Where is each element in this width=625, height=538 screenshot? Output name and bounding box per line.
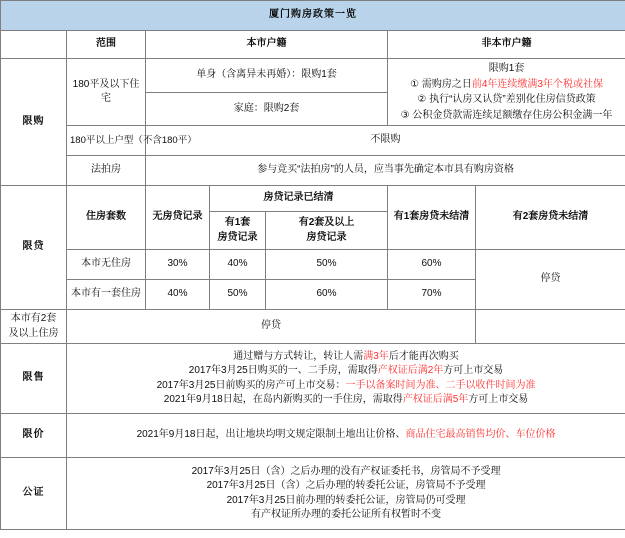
settled-one-line1: 有1套 xyxy=(224,217,251,228)
xiangou-local-family: 家庭：限购2套 xyxy=(146,92,388,126)
xianjia-content xyxy=(67,414,625,458)
header-nonlocal-hukou: 非本市户籍 xyxy=(388,31,625,59)
gongzheng-content xyxy=(67,458,625,530)
nonlocal-item-3: ③ 公积金贷款需连续足额缴存住房公积金满一年 xyxy=(400,109,613,121)
xiangou-row-over180 xyxy=(1,126,625,156)
section-label-xianshou: 限售 xyxy=(1,344,67,414)
xiangou-row-single xyxy=(1,59,625,93)
xiangou-nonlocal-detail xyxy=(388,59,625,126)
xiandai-row1-settled-two: 50% xyxy=(266,250,388,280)
xiandai-row2-unsettled-one: 70% xyxy=(388,280,476,310)
xianshou-line-4: 2021年9月18日起，在岛内新购买的一手住房，需取得产权证后满5年方可上市交易 xyxy=(163,394,529,405)
xiandai-col-unsettled-one: 有1套房贷未结清 xyxy=(388,186,476,250)
xiangou-scope-over180: 180平以上户型（不含180平） xyxy=(67,126,146,156)
xiandai-data-row-1 xyxy=(1,250,625,280)
gongzheng-line-2: 2017年3月25日（含）之后办理的转委托公证，房管局不予受理 xyxy=(206,480,486,491)
xiangou-row-fapaifang xyxy=(1,156,625,186)
xiandai-header-row-1 xyxy=(1,186,625,212)
xiandai-row2-house-count: 本市有一套住房 xyxy=(67,280,146,310)
corner-cell xyxy=(1,31,67,59)
xiandai-col-house-count: 住房套数 xyxy=(67,186,146,250)
header-local-hukou: 本市户籍 xyxy=(146,31,388,59)
xiangou-scope-under180: 180平及以下住宅 xyxy=(67,59,146,126)
xiandai-row3-value: 停贷 xyxy=(67,310,476,344)
xiandai-col-unsettled-two: 有2套房贷未结清 xyxy=(476,186,625,250)
xiandai-col-settled-one xyxy=(210,212,266,250)
header-scope: 范围 xyxy=(67,31,146,59)
title-row xyxy=(1,1,625,31)
section-label-xianjia: 限价 xyxy=(1,414,67,458)
xiandai-data-row-3 xyxy=(1,310,625,344)
gongzheng-line-3: 2017年3月25日前办理的转委托公证，房管局仍可受理 xyxy=(226,494,466,506)
xiandai-col-no-loan-record: 无房贷记录 xyxy=(146,186,210,250)
xiangou-over180-value: 不限购 xyxy=(146,126,625,156)
xianshou-row xyxy=(1,344,625,414)
xiandai-unsettled-two-value: 停贷 xyxy=(476,250,625,310)
xiandai-row2-no-loan: 40% xyxy=(146,280,210,310)
xiandai-col-settled-group: 房贷记录已结清 xyxy=(210,186,388,212)
xiandai-row1-house-count: 本市无住房 xyxy=(67,250,146,280)
xiandai-row1-settled-one: 40% xyxy=(210,250,266,280)
xiandai-row1-unsettled-one: 60% xyxy=(388,250,476,280)
xianshou-line-3: 2017年3月25日前购买的房产可上市交易：一手以备案时间为准、二手以收件时间为准 xyxy=(156,379,536,391)
settled-two-line2: 房贷记录 xyxy=(306,231,347,243)
xiandai-row2-settled-one: 50% xyxy=(210,280,266,310)
xianshou-line-1: 通过赠与方式转让，转让人需满3年后才能再次购买 xyxy=(233,350,459,362)
gongzheng-row xyxy=(1,458,625,530)
settled-two-line1: 有2套及以上 xyxy=(298,217,355,228)
row3-house-count-line1: 本市有2套 xyxy=(10,313,57,324)
section-label-gongzheng: 公证 xyxy=(1,458,67,530)
header-row xyxy=(1,31,625,59)
page-title: 厦门购房政策一览 xyxy=(1,1,625,31)
xiangou-fapaifang-value: 参与竞买“法拍房”的人员，应当事先确定本市具有购房资格 xyxy=(146,156,625,186)
xiandai-row1-no-loan: 30% xyxy=(146,250,210,280)
section-label-xiangou: 限购 xyxy=(1,59,67,186)
nonlocal-item-1: ① 需购房之日前4年连续缴满3年个税或社保 xyxy=(410,78,603,90)
xiangou-scope-fapaifang: 法拍房 xyxy=(67,156,146,186)
gongzheng-line-4: 有产权证所办理的委托公证所有权暂时不变 xyxy=(251,509,442,520)
xianjia-line-1: 2021年9月18日起，出让地块均明文规定限制土地出让价格、商品住宅最高销售均价、车位价格 xyxy=(136,429,556,441)
settled-one-line2: 房贷记录 xyxy=(217,231,258,243)
row3-house-count-line2: 及以上住房 xyxy=(8,327,59,339)
xiandai-row2-settled-two: 60% xyxy=(266,280,388,310)
nonlocal-title: 限购1套 xyxy=(488,63,525,74)
xiangou-local-single: 单身（含离异未再婚）：限购1套 xyxy=(146,59,388,93)
xiandai-row3-house-count xyxy=(1,310,67,344)
section-label-xiandai: 限贷 xyxy=(1,186,67,310)
xianjia-row xyxy=(1,414,625,458)
xiandai-col-settled-two xyxy=(266,212,388,250)
xianshou-line-2: 2017年3月25日购买的一、二手房，需取得产权证后满2年方可上市交易 xyxy=(188,365,504,376)
xianshou-content xyxy=(67,344,625,414)
nonlocal-item-2: ② 执行“认房又认贷”差别化住房信贷政策 xyxy=(417,94,596,105)
gongzheng-line-1: 2017年3月25日（含）之后办理的没有产权证委托书，房管局不予受理 xyxy=(191,465,501,477)
